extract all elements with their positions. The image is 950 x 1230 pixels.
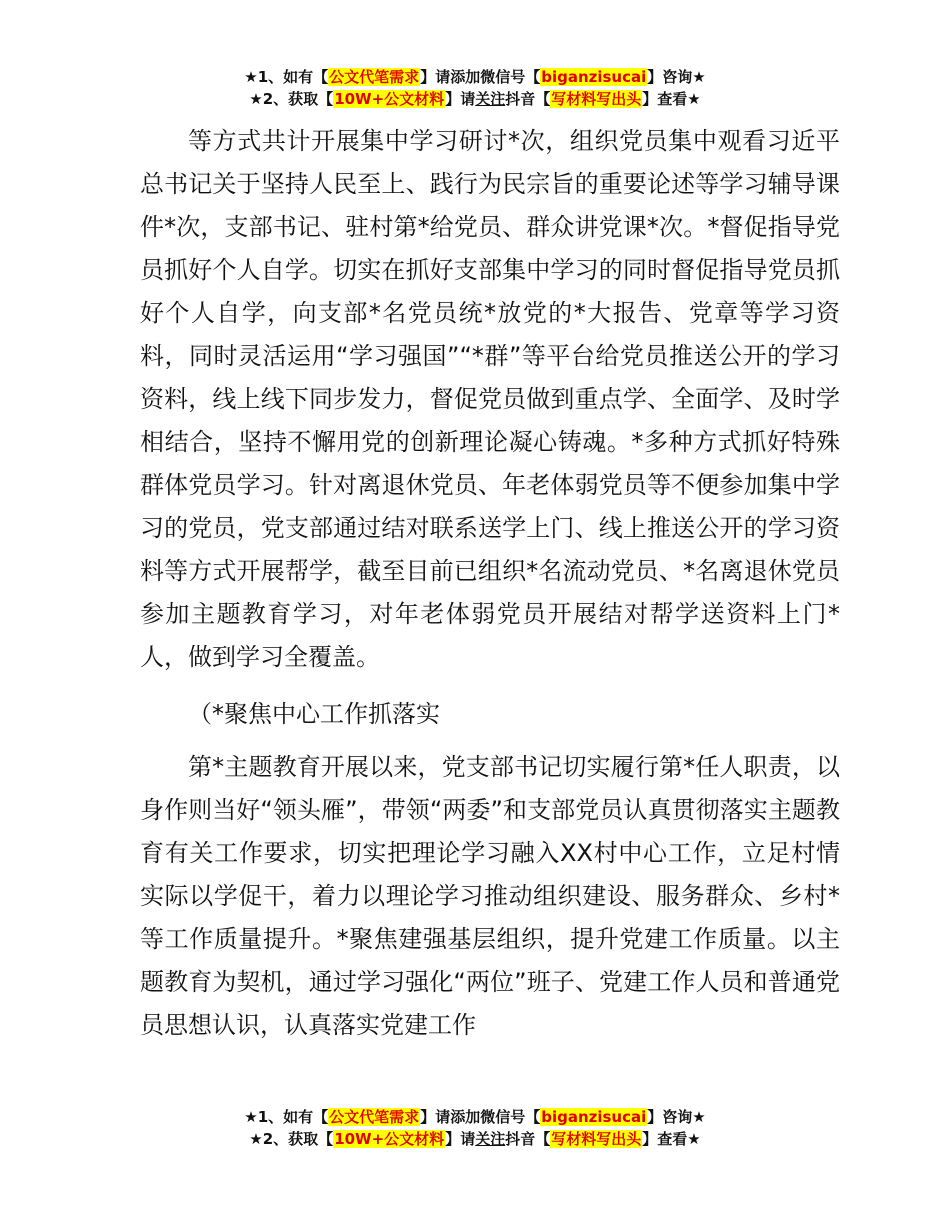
- banner-text: 】咨询★: [647, 1108, 706, 1126]
- banner-text: 抖音【: [505, 90, 551, 108]
- banner-underlined: 关注: [475, 1130, 506, 1148]
- banner-text: 】查看★: [642, 1130, 701, 1148]
- banner-text: 】请: [445, 90, 476, 108]
- banner-highlight: 10W+公文材料: [334, 90, 445, 108]
- banner-highlight: 10W+公文材料: [334, 1130, 445, 1148]
- banner-line-1: [0, 1106, 950, 1128]
- banner-text: 抖音【: [505, 1130, 551, 1148]
- banner-highlight: 公文代笔需求: [329, 68, 420, 86]
- banner-text: ★1、如有【: [244, 68, 329, 86]
- banner-line-2: [0, 1128, 950, 1150]
- footer-banner: [0, 1106, 950, 1150]
- paragraph-central-work: 第*主题教育开展以来，党支部书记切实履行第*任人职责，以身作则当好“领头雁”，带领“两委”和支部党员认真贯彻落实主题教育有关工作要求，切实把理论学习融入XX村中心工作，立足村情实际以学促干，着力以理论学习推动组织建设、服务群众、乡村*等工作质量提升。*聚焦建强基层组织，提升党建工作质量。以主题教育为契机，通过学习强化“两位”班子、党建工作人员和普通党员思想认识，认真落实党建工作: [140, 753, 840, 1039]
- banner-highlight-douyin: 写材料写出头: [551, 1130, 642, 1148]
- paragraph-study: 等方式共计开展集中学习研讨*次，组织党员集中观看习近平总书记关于坚持人民至上、践行为民宗旨的重要论述等学习辅导课件*次，支部书记、驻村第*给党员、群众讲党课*次。*督促指导党员抓好个人自学。切实在抓好支部集中学习的同时督促指导党员抓好个人自学，向支部*名党员统*放党的*大报告、党章等学习资料，同时灵活运用“学习强国”“*群”等平台给党员推送公开的学习资料，线上线下同步发力，督促党员做到重点学、全面学、及时学相结合，坚持不懈用党的创新理论凝心铸魂。*多种方式抓好特殊群体党员学习。针对离退休党员、年老体弱党员等不便参加集中学习的党员，党支部通过结对联系送学上门、线上推送公开的学习资料等方式开展帮学，截至目前已组织*名流动党员、*名离退休党员参加主题教育学习，对年老体弱党员开展结对帮学送资料上门*人，做到学习全覆盖。: [140, 127, 840, 671]
- header-banner: [0, 66, 950, 110]
- banner-highlight: 公文代笔需求: [329, 1108, 420, 1126]
- banner-line-1: [0, 66, 950, 88]
- banner-highlight-wechat-id: biganzisucai: [541, 1108, 647, 1126]
- document-body: [140, 120, 840, 1047]
- banner-highlight-wechat-id: biganzisucai: [541, 68, 647, 86]
- banner-text: 】请: [445, 1130, 476, 1148]
- banner-text: 】查看★: [642, 90, 701, 108]
- banner-underlined: 关注: [475, 90, 506, 108]
- banner-text: ★2、获取【: [249, 90, 334, 108]
- banner-text: ★1、如有【: [244, 1108, 329, 1126]
- banner-text: ★2、获取【: [249, 1130, 334, 1148]
- banner-text: 】请添加微信号【: [420, 1108, 541, 1126]
- banner-text: 】请添加微信号【: [420, 68, 541, 86]
- banner-text: 】咨询★: [647, 68, 706, 86]
- banner-highlight-douyin: 写材料写出头: [551, 90, 642, 108]
- banner-line-2: [0, 88, 950, 110]
- section-heading: （*聚焦中心工作抓落实: [188, 700, 440, 728]
